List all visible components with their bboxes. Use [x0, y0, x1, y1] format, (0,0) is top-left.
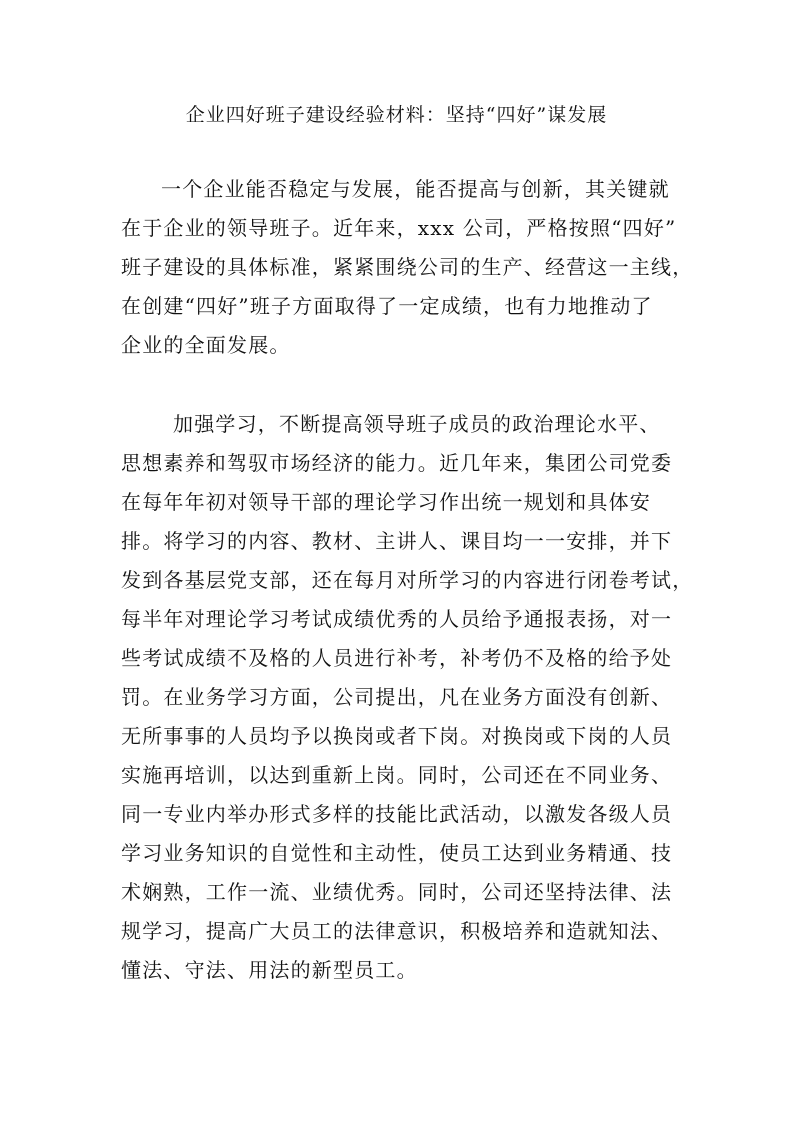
- document-title: 企业四好班子建设经验材料：坚持“四好”谋发展: [185, 104, 608, 126]
- paragraph-line: 规学习，提高广大员工的法律意识，积极培养和造就知法、: [121, 919, 673, 943]
- paragraph-line: 一个企业能否稳定与发展，能否提高与创新，其关键就: [161, 177, 670, 201]
- paragraph-study: [121, 405, 694, 990]
- paragraph-line: 学习业务知识的自觉性和主动性，使员工达到业务精通、技: [121, 841, 673, 865]
- paragraph-line: 在每年年初对领导干部的理论学习作出统一规划和具体安: [121, 490, 651, 514]
- paragraph-line: 无所事事的人员均予以换岗或者下岗。对换岗或下岗的人员: [121, 724, 673, 748]
- paragraph-intro: [121, 170, 694, 365]
- paragraph-line: 加强学习，不断提高领导班子成员的政治理论水平、: [173, 412, 661, 436]
- paragraph-line: 些考试成绩不及格的人员进行补考，补考仍不及格的给予处: [121, 646, 673, 670]
- paragraph-line: 企业的全面发展。: [121, 333, 291, 357]
- paragraph-line: 罚。在业务学习方面，公司提出，凡在业务方面没有创新、: [121, 685, 673, 709]
- paragraph-line: 在于企业的领导班子。近年来，xxx 公司，严格按照“四好”: [121, 216, 677, 240]
- paragraph-line: 发到各基层党支部，还在每月对所学习的内容进行闭卷考试，: [121, 568, 694, 592]
- paragraph-line: 实施再培训，以达到重新上岗。同时，公司还在不同业务、: [121, 763, 673, 787]
- paragraph-line: 在创建“四好”班子方面取得了一定成绩，也有力地推动了: [121, 294, 653, 318]
- paragraph-line: 懂法、守法、用法的新型员工。: [121, 958, 418, 982]
- paragraph-line: 排。将学习的内容、教材、主讲人、课目均一一安排，并下: [121, 529, 673, 553]
- paragraph-line: 每半年对理论学习考试成绩优秀的人员给予通报表扬，对一: [121, 607, 673, 631]
- paragraph-line: 班子建设的具体标准，紧紧围绕公司的生产、经营这一主线，: [121, 255, 694, 279]
- paragraph-line: 思想素养和驾驭市场经济的能力。近几年来，集团公司党委: [121, 451, 673, 475]
- paragraph-line: 术娴熟，工作一流、业绩优秀。同时，公司还坚持法律、法: [121, 880, 673, 904]
- paragraph-line: 同一专业内举办形式多样的技能比武活动，以激发各级人员: [121, 802, 673, 826]
